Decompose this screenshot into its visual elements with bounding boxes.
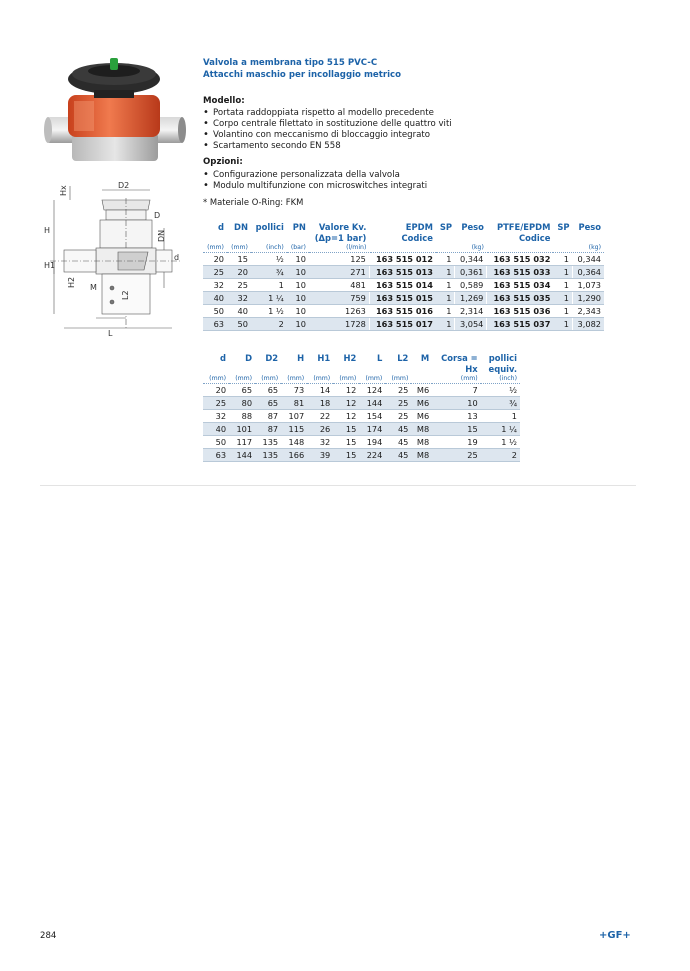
table-cell: 0,344 xyxy=(573,253,605,266)
table-cell: 26 xyxy=(307,423,333,436)
col-header: PN xyxy=(292,222,306,232)
col-header: M xyxy=(420,353,430,363)
table-cell: ¾ xyxy=(251,266,287,279)
options-heading: Opzioni: xyxy=(203,157,243,167)
table-cell: 1,269 xyxy=(455,292,487,305)
table-cell: 154 xyxy=(359,410,385,423)
list-item: • Portata raddoppiata rispetto al modello precedente xyxy=(203,108,643,119)
label-hx: Hx xyxy=(59,185,68,196)
table-cell: 10 xyxy=(287,253,309,266)
table-cell: 163 515 015 xyxy=(369,292,436,305)
table-cell: 1 xyxy=(436,305,455,318)
table-row xyxy=(203,410,520,423)
col-header: pollici equiv. xyxy=(488,353,517,374)
table-row xyxy=(203,253,604,266)
table-cell: 1 xyxy=(436,266,455,279)
table-row xyxy=(203,449,520,462)
col-header: Corsa = Hx xyxy=(441,353,478,374)
table-cell: 174 xyxy=(359,423,385,436)
table-cell: 25 xyxy=(203,266,227,279)
table-cell: 22 xyxy=(307,410,333,423)
table-cell: 101 xyxy=(229,423,255,436)
table-cell: ¾ xyxy=(481,397,520,410)
col-header: SP xyxy=(439,222,452,232)
table-cell: 1 xyxy=(251,279,287,292)
unit-row: (mm) (mm) (mm) (mm) (mm) (mm) (mm) (mm) (mm) (inch) xyxy=(203,374,520,384)
table-cell: 163 515 033 xyxy=(487,266,554,279)
table-cell: 1 xyxy=(553,305,572,318)
table-cell: 107 xyxy=(281,410,307,423)
table-cell: 1 ¼ xyxy=(251,292,287,305)
list-item: • Volantino con meccanismo di bloccaggio integrato xyxy=(203,130,643,141)
col-header: D2 xyxy=(265,353,279,363)
gf-logo: +GF+ xyxy=(599,930,631,941)
col-header: pollici xyxy=(255,222,284,232)
table-cell: 115 xyxy=(281,423,307,436)
table-cell: 144 xyxy=(229,449,255,462)
table-cell: 144 xyxy=(359,397,385,410)
table-cell: 3,054 xyxy=(455,318,487,331)
order-table xyxy=(203,222,604,331)
col-header: Peso xyxy=(578,222,601,232)
col-header: H1 xyxy=(317,353,331,363)
unit-row: (mm) (mm) (inch) (bar) (l/min) (kg) (kg) xyxy=(203,243,604,253)
table-cell: 65 xyxy=(255,384,281,397)
table-cell: M8 xyxy=(411,423,432,436)
table-cell: 1 xyxy=(553,279,572,292)
dimensions-table xyxy=(203,353,520,462)
table-cell: 40 xyxy=(203,423,229,436)
table-cell: 12 xyxy=(333,397,359,410)
table-cell: 15 xyxy=(432,423,481,436)
table-cell: 12 xyxy=(333,410,359,423)
table-cell: 32 xyxy=(227,292,251,305)
label-h1: H1 xyxy=(44,261,56,270)
list-item: • Modulo multifunzione con microswitches integrati xyxy=(203,181,643,192)
options-list xyxy=(203,170,643,192)
table-header-row xyxy=(203,353,520,374)
table-cell: 163 515 032 xyxy=(487,253,554,266)
table-row xyxy=(203,305,604,318)
table-cell: 12 xyxy=(333,384,359,397)
table-cell: 40 xyxy=(227,305,251,318)
label-d2: D2 xyxy=(118,181,130,190)
table-cell: 63 xyxy=(203,449,229,462)
table-cell: 10 xyxy=(287,279,309,292)
label-h2: H2 xyxy=(67,276,76,288)
table-cell: 0,364 xyxy=(573,266,605,279)
page-number: 284 xyxy=(40,931,57,941)
table-cell: 87 xyxy=(255,423,281,436)
table-cell: 80 xyxy=(229,397,255,410)
table-cell: 1 xyxy=(553,266,572,279)
table-cell: 163 515 016 xyxy=(369,305,436,318)
table-cell: 163 515 037 xyxy=(487,318,554,331)
list-item: • Corpo centrale filettato in sostituzione delle quattro viti xyxy=(203,119,643,130)
table-cell: 1 xyxy=(436,279,455,292)
table-cell: 135 xyxy=(255,436,281,449)
table-cell: 15 xyxy=(227,253,251,266)
label-dn: DN xyxy=(157,229,166,242)
model-heading: Modello: xyxy=(203,96,245,106)
table-cell: 50 xyxy=(227,318,251,331)
table-cell: 45 xyxy=(385,449,411,462)
table-cell: 2,314 xyxy=(455,305,487,318)
table-cell: 25 xyxy=(432,449,481,462)
table-cell: 25 xyxy=(227,279,251,292)
table-row xyxy=(203,397,520,410)
table-cell: 45 xyxy=(385,436,411,449)
table-cell: 18 xyxy=(307,397,333,410)
table-row xyxy=(203,279,604,292)
table-cell: 1728 xyxy=(309,318,369,331)
valve-product-photo xyxy=(40,55,190,170)
section-divider xyxy=(40,485,636,486)
col-header: SP xyxy=(557,222,570,232)
label-d: D xyxy=(154,211,161,220)
oring-note: * Materiale O-Ring: FKM xyxy=(203,197,304,207)
table-cell: 10 xyxy=(287,305,309,318)
label-h: H xyxy=(44,226,51,235)
table-cell: 3,082 xyxy=(573,318,605,331)
table-cell: 163 515 036 xyxy=(487,305,554,318)
table-cell: 10 xyxy=(287,318,309,331)
col-header: Peso xyxy=(461,222,484,232)
table-cell: 14 xyxy=(307,384,333,397)
model-list xyxy=(203,108,643,152)
table-cell: 25 xyxy=(385,384,411,397)
table-cell: 63 xyxy=(203,318,227,331)
list-item: • Configurazione personalizzata della valvola xyxy=(203,170,643,181)
table-cell: 163 515 013 xyxy=(369,266,436,279)
table-cell: 117 xyxy=(229,436,255,449)
table-cell: 1 ¼ xyxy=(481,423,520,436)
table-cell: 224 xyxy=(359,449,385,462)
table-cell: 163 515 035 xyxy=(487,292,554,305)
table-cell: 19 xyxy=(432,436,481,449)
table-cell: M6 xyxy=(411,384,432,397)
table-cell: 163 515 012 xyxy=(369,253,436,266)
table-cell: 10 xyxy=(287,266,309,279)
table-cell: 73 xyxy=(281,384,307,397)
label-d-small: d xyxy=(174,253,180,262)
table-cell: 32 xyxy=(203,410,229,423)
table-cell: M8 xyxy=(411,449,432,462)
table-row xyxy=(203,292,604,305)
table-row xyxy=(203,384,520,397)
table-cell: 1 xyxy=(481,410,520,423)
table-cell: 1 xyxy=(436,292,455,305)
table-cell: 194 xyxy=(359,436,385,449)
table-cell: 1 xyxy=(553,318,572,331)
col-header: DN xyxy=(234,222,248,232)
table-cell: 25 xyxy=(203,397,229,410)
table-cell: 1 ½ xyxy=(251,305,287,318)
table-cell: M6 xyxy=(411,410,432,423)
table-cell: 481 xyxy=(309,279,369,292)
table-cell: 10 xyxy=(287,292,309,305)
table-cell: 1 xyxy=(553,253,572,266)
table-cell: M8 xyxy=(411,436,432,449)
table-cell: 2 xyxy=(251,318,287,331)
table-cell: 2,343 xyxy=(573,305,605,318)
label-l2: L2 xyxy=(121,290,130,300)
table-cell: 163 515 034 xyxy=(487,279,554,292)
table-cell: M6 xyxy=(411,397,432,410)
table-cell: 50 xyxy=(203,436,229,449)
col-header: Valore Kv. (Δp=1 bar) xyxy=(314,222,367,243)
title-line-2: Attacchi maschio per incollaggio metrico xyxy=(203,69,402,80)
col-header: H xyxy=(297,353,305,363)
table-row xyxy=(203,423,520,436)
table-cell: 1 xyxy=(436,253,455,266)
table-cell: 0,361 xyxy=(455,266,487,279)
order-table-body xyxy=(203,253,604,331)
table-cell: 148 xyxy=(281,436,307,449)
product-title xyxy=(203,58,643,81)
list-item: • Scartamento secondo EN 558 xyxy=(203,141,643,152)
table-cell: 20 xyxy=(227,266,251,279)
table-cell: 87 xyxy=(255,410,281,423)
table-cell: 1 xyxy=(553,292,572,305)
table-cell: 45 xyxy=(385,423,411,436)
col-header: d xyxy=(217,222,224,232)
dimensions-table-body xyxy=(203,384,520,462)
table-cell: 88 xyxy=(229,410,255,423)
table-cell: 81 xyxy=(281,397,307,410)
label-m: M xyxy=(90,283,97,292)
technical-drawing xyxy=(40,178,190,338)
table-cell: 0,589 xyxy=(455,279,487,292)
table-cell: 124 xyxy=(359,384,385,397)
col-header: D xyxy=(245,353,253,363)
table-cell: 7 xyxy=(432,384,481,397)
table-cell: 65 xyxy=(229,384,255,397)
table-cell: 163 515 017 xyxy=(369,318,436,331)
table-cell: 20 xyxy=(203,253,227,266)
table-cell: ½ xyxy=(481,384,520,397)
table-cell: 163 515 014 xyxy=(369,279,436,292)
table-cell: 15 xyxy=(333,436,359,449)
col-header: PTFE/EPDM Codice xyxy=(496,222,551,243)
label-l: L xyxy=(108,329,113,338)
table-cell: 13 xyxy=(432,410,481,423)
table-row xyxy=(203,266,604,279)
table-cell: 40 xyxy=(203,292,227,305)
col-header: H2 xyxy=(343,353,357,363)
table-row xyxy=(203,318,604,331)
table-cell: 39 xyxy=(307,449,333,462)
title-line-1: Valvola a membrana tipo 515 PVC-C xyxy=(203,58,378,68)
table-cell: 1 ½ xyxy=(481,436,520,449)
table-cell: 25 xyxy=(385,397,411,410)
table-cell: 10 xyxy=(432,397,481,410)
table-cell: 166 xyxy=(281,449,307,462)
table-cell: 1,290 xyxy=(573,292,605,305)
table-cell: 1,073 xyxy=(573,279,605,292)
table-row xyxy=(203,436,520,449)
table-cell: 15 xyxy=(333,423,359,436)
table-cell: 32 xyxy=(203,279,227,292)
table-cell: ½ xyxy=(251,253,287,266)
table-cell: 25 xyxy=(385,410,411,423)
col-header: d xyxy=(220,353,227,363)
table-cell: 0,344 xyxy=(455,253,487,266)
col-header: L xyxy=(376,353,383,363)
col-header: EPDM Codice xyxy=(401,222,433,243)
table-cell: 32 xyxy=(307,436,333,449)
table-header-row xyxy=(203,222,604,243)
table-cell: 2 xyxy=(481,449,520,462)
table-cell: 20 xyxy=(203,384,229,397)
table-cell: 759 xyxy=(309,292,369,305)
table-cell: 1263 xyxy=(309,305,369,318)
table-cell: 1 xyxy=(436,318,455,331)
table-cell: 135 xyxy=(255,449,281,462)
table-cell: 65 xyxy=(255,397,281,410)
table-cell: 50 xyxy=(203,305,227,318)
col-header: L2 xyxy=(397,353,409,363)
table-cell: 15 xyxy=(333,449,359,462)
table-cell: 125 xyxy=(309,253,369,266)
table-cell: 271 xyxy=(309,266,369,279)
